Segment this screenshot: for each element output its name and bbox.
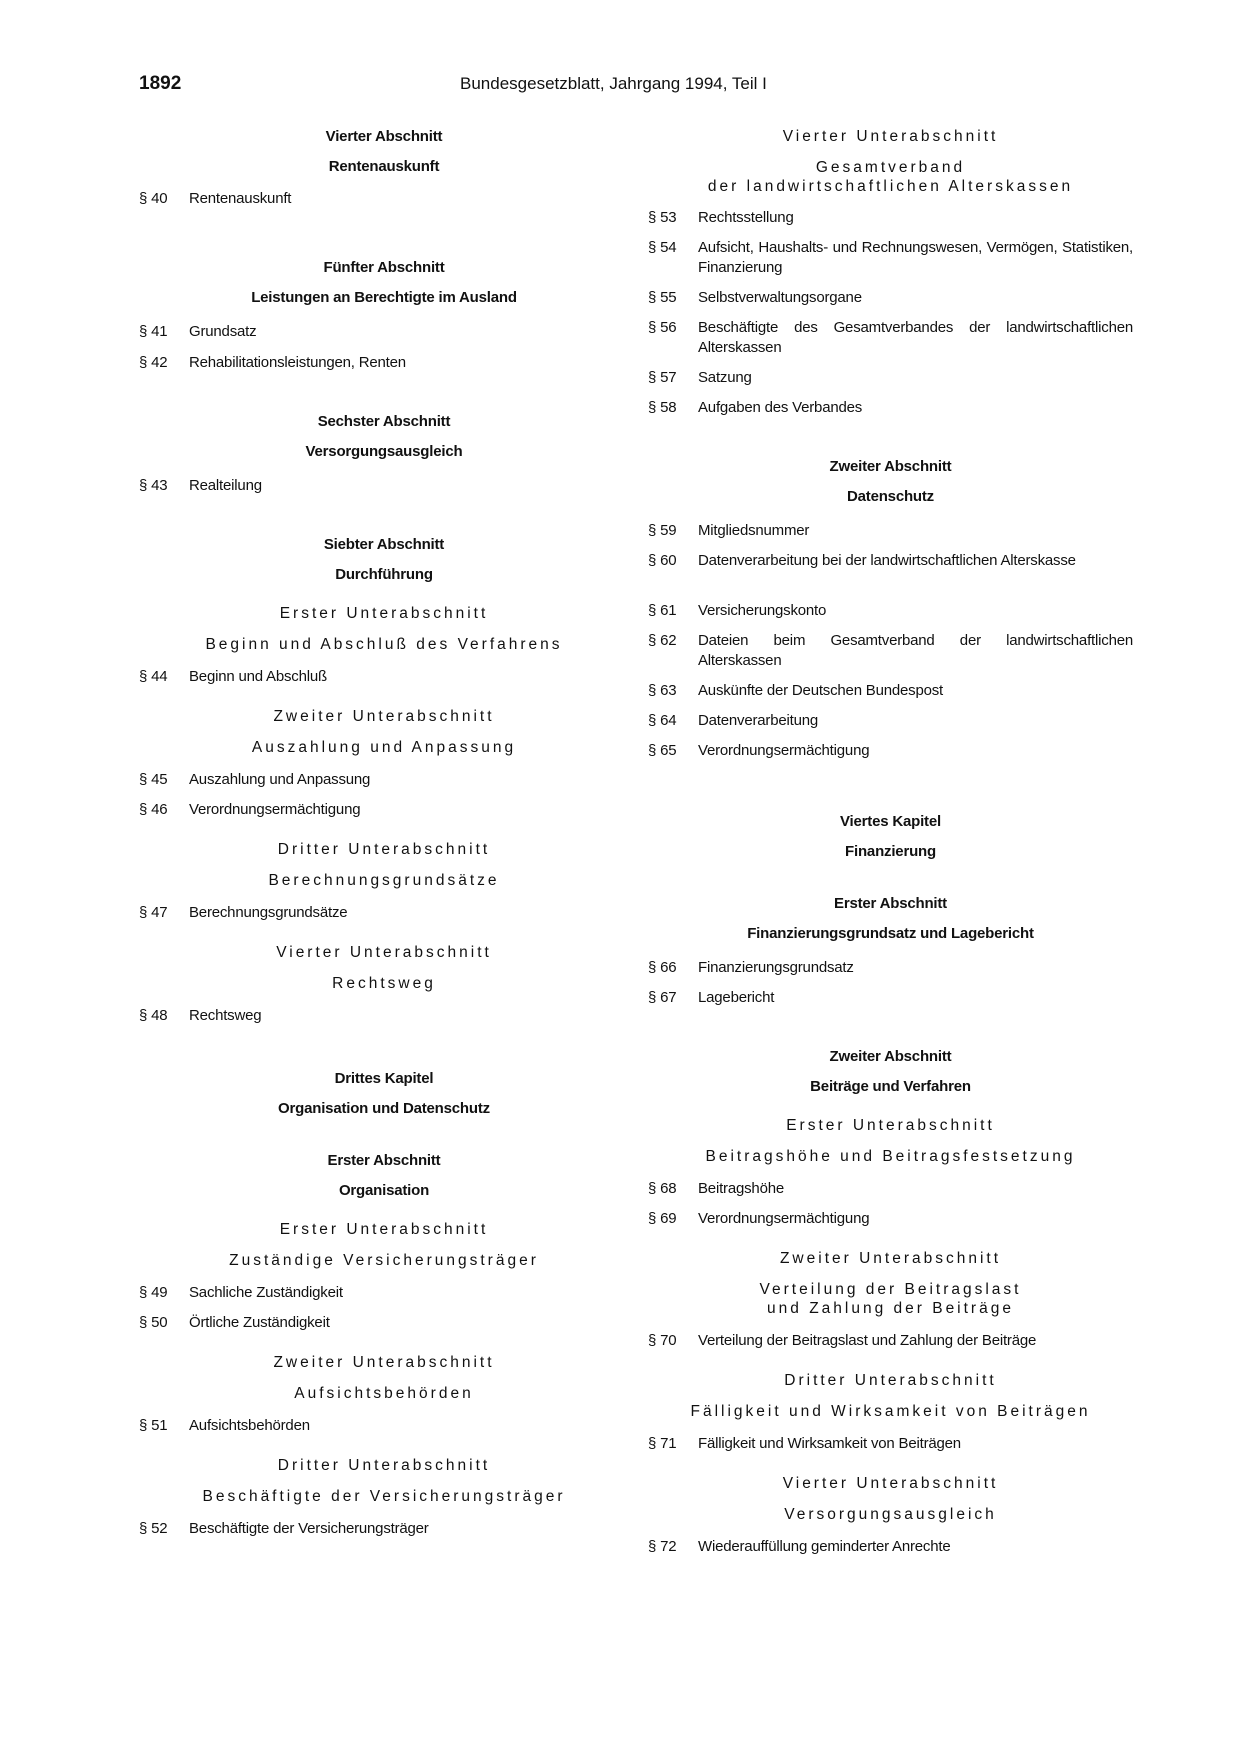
subsection-heading: Zweiter Unterabschnitt (273, 1354, 495, 1371)
toc-entry (648, 1434, 1133, 1454)
toc-entry (648, 318, 1133, 358)
section-heading: Versorgungsausgleich (305, 443, 463, 460)
section-number: § 58 (648, 399, 677, 416)
section-title: Aufgaben des Verbandes (698, 399, 863, 416)
section-heading: Erster Abschnitt (327, 1152, 441, 1169)
section-heading: Organisation (338, 1182, 430, 1199)
section-title: Beschäftigte des Gesamtverbandes der landwirtschaftlichen Alterskassen (698, 319, 1133, 356)
page-number: 1892 (139, 73, 182, 94)
section-title: Finanzierungsgrundsatz (698, 959, 854, 976)
toc-entry (139, 1416, 629, 1436)
section-title: Örtliche Zuständigkeit (189, 1314, 330, 1331)
running-head: Bundesgesetzblatt, Jahrgang 1994, Teil I (460, 74, 767, 93)
toc-entry (648, 1179, 1133, 1199)
section-heading: Zweiter Abschnitt (829, 458, 952, 475)
section-title: Datenverarbeitung bei der landwirtschaftlichen Alterskasse (698, 552, 1076, 569)
section-title: Beitragshöhe (698, 1180, 784, 1197)
section-title: Rechtsstellung (698, 209, 794, 226)
toc-entry (139, 476, 629, 496)
subsection-heading: und Zahlung der Beiträge (767, 1300, 1014, 1317)
section-number: § 64 (648, 712, 677, 729)
section-number: § 72 (648, 1538, 677, 1555)
section-number: § 46 (139, 801, 168, 818)
toc-entry (648, 521, 1133, 541)
section-heading: Zweiter Abschnitt (829, 1048, 952, 1065)
section-title: Verordnungsermächtigung (189, 801, 361, 818)
section-number: § 71 (648, 1435, 677, 1452)
section-title: Verordnungsermächtigung (698, 1210, 870, 1227)
section-heading: Durchführung (335, 566, 433, 583)
toc-entry (139, 189, 629, 209)
section-title: Verteilung der Beitragslast und Zahlung der Beiträge (698, 1332, 1037, 1349)
section-number: § 52 (139, 1520, 168, 1537)
section-heading: Leistungen an Berechtigte im Ausland (251, 289, 517, 306)
section-title: Datenverarbeitung (698, 712, 819, 729)
section-number: § 66 (648, 959, 677, 976)
section-number: § 47 (139, 904, 168, 921)
section-number: § 56 (648, 319, 677, 336)
toc-entry (648, 631, 1133, 671)
section-heading: Viertes Kapitel (840, 813, 941, 830)
section-number: § 63 (648, 682, 677, 699)
subsection-heading: Berechnungsgrundsätze (268, 872, 500, 889)
section-title: Verordnungsermächtigung (698, 742, 870, 759)
subsection-heading: Vierter Unterabschnitt (276, 944, 492, 961)
toc-entry (648, 681, 1133, 701)
toc-entry (648, 988, 1133, 1008)
subsection-heading: der landwirtschaftlichen Alterskassen (707, 178, 1074, 195)
section-title: Auskünfte der Deutschen Bundespost (698, 682, 944, 699)
section-heading: Rentenauskunft (328, 158, 440, 175)
subsection-heading: Auszahlung und Anpassung (251, 739, 517, 756)
section-number: § 53 (648, 209, 677, 226)
subsection-heading: Fälligkeit und Wirksamkeit von Beiträgen (690, 1403, 1091, 1420)
section-title: Aufsicht, Haushalts- und Rechnungswesen, Vermögen, Statistiken, Finanzierung (698, 239, 1133, 276)
toc-entry (648, 741, 1133, 761)
section-number: § 48 (139, 1007, 168, 1024)
subsection-heading: Erster Unterabschnitt (279, 1221, 489, 1238)
section-number: § 62 (648, 632, 677, 649)
toc-entry (139, 770, 629, 790)
section-number: § 42 (139, 354, 168, 371)
toc-entry (139, 353, 629, 373)
subsection-heading: Dritter Unterabschnitt (277, 1457, 491, 1474)
section-title: Rechtsweg (189, 1007, 262, 1024)
section-title: Realteilung (189, 477, 262, 494)
toc-entry (139, 1283, 629, 1303)
section-number: § 50 (139, 1314, 168, 1331)
subsection-heading: Rechtsweg (332, 975, 436, 992)
section-heading: Organisation und Datenschutz (278, 1100, 490, 1117)
toc-entry (139, 667, 629, 687)
section-title: Grundsatz (189, 323, 257, 340)
section-number: § 55 (648, 289, 677, 306)
section-title: Rentenauskunft (189, 190, 292, 207)
subsection-heading: Vierter Unterabschnitt (782, 1475, 999, 1492)
section-heading: Finanzierungsgrundsatz und Lagebericht (747, 925, 1034, 942)
toc-entry (648, 1209, 1133, 1229)
toc-entry (648, 368, 1133, 388)
subsection-heading: Erster Unterabschnitt (279, 605, 489, 622)
subsection-heading: Zuständige Versicherungsträger (229, 1252, 539, 1269)
subsection-heading: Zweiter Unterabschnitt (779, 1250, 1002, 1267)
section-title: Selbstverwaltungsorgane (698, 289, 862, 306)
subsection-heading: Erster Unterabschnitt (786, 1117, 995, 1134)
toc-entry (139, 322, 629, 342)
subsection-heading: Dritter Unterabschnitt (784, 1372, 997, 1389)
section-heading: Vierter Abschnitt (325, 128, 443, 145)
subsection-heading: Versorgungsausgleich (784, 1506, 997, 1523)
toc-entry (139, 1519, 629, 1539)
subsection-heading: Beginn und Abschluß des Verfahrens (205, 636, 563, 653)
section-heading: Fünfter Abschnitt (323, 259, 445, 276)
toc-entry (648, 1537, 1133, 1557)
subsection-heading: Gesamtverband (815, 159, 966, 176)
section-number: § 59 (648, 522, 677, 539)
subsection-heading: Beschäftigte der Versicherungsträger (202, 1488, 566, 1505)
section-heading: Beiträge und Verfahren (810, 1078, 971, 1095)
subsection-heading: Dritter Unterabschnitt (277, 841, 491, 858)
toc-entry (648, 398, 1133, 418)
subsection-heading: Beitragshöhe und Beitragsfestsetzung (705, 1148, 1076, 1165)
section-number: § 41 (139, 323, 168, 340)
section-number: § 57 (648, 369, 677, 386)
subsection-heading: Zweiter Unterabschnitt (273, 708, 495, 725)
section-number: § 70 (648, 1332, 677, 1349)
section-number: § 44 (139, 668, 168, 685)
toc-entry (648, 238, 1133, 278)
section-number: § 69 (648, 1210, 677, 1227)
section-number: § 54 (648, 239, 677, 256)
toc-entry (648, 711, 1133, 731)
section-title: Rehabilitationsleistungen, Renten (189, 354, 406, 371)
section-heading: Finanzierung (845, 843, 936, 860)
section-title: Lagebericht (698, 989, 775, 1006)
section-heading: Erster Abschnitt (834, 895, 947, 912)
section-number: § 49 (139, 1284, 168, 1301)
section-title: Satzung (698, 369, 752, 386)
section-title: Sachliche Zuständigkeit (189, 1284, 343, 1301)
section-number: § 45 (139, 771, 168, 788)
section-number: § 40 (139, 190, 168, 207)
toc-entry (648, 288, 1133, 308)
toc-entry (648, 208, 1133, 228)
toc-entry (139, 1006, 629, 1026)
section-title: Beschäftigte der Versicherungsträger (189, 1520, 429, 1537)
section-number: § 67 (648, 989, 677, 1006)
section-heading: Siebter Abschnitt (323, 536, 445, 553)
section-heading: Datenschutz (847, 488, 934, 505)
toc-entry (648, 551, 1133, 571)
toc-entry (648, 958, 1133, 978)
section-title: Beginn und Abschluß (189, 668, 327, 685)
section-title: Wiederauffüllung geminderter Anrechte (698, 1538, 951, 1555)
section-number: § 61 (648, 602, 677, 619)
section-title: Fälligkeit und Wirksamkeit von Beiträgen (698, 1435, 961, 1452)
section-title: Aufsichtsbehörden (189, 1417, 310, 1434)
section-title: Mitgliedsnummer (698, 522, 810, 539)
section-title: Dateien beim Gesamtverband der landwirtschaftlichen Alterskassen (698, 632, 1133, 669)
subsection-heading: Aufsichtsbehörden (294, 1385, 474, 1402)
toc-entry (648, 601, 1133, 621)
toc-entry (139, 800, 629, 820)
section-number: § 43 (139, 477, 168, 494)
subsection-heading: Verteilung der Beitragslast (759, 1281, 1022, 1298)
section-heading: Sechster Abschnitt (317, 413, 451, 430)
subsection-heading: Vierter Unterabschnitt (782, 128, 999, 145)
section-title: Berechnungsgrundsätze (189, 904, 348, 921)
toc-entry (648, 1331, 1133, 1351)
section-heading: Drittes Kapitel (334, 1070, 434, 1087)
section-number: § 65 (648, 742, 677, 759)
section-number: § 68 (648, 1180, 677, 1197)
section-title: Versicherungskonto (698, 602, 827, 619)
section-number: § 60 (648, 552, 677, 569)
toc-entry (139, 903, 629, 923)
section-number: § 51 (139, 1417, 168, 1434)
toc-entry (139, 1313, 629, 1333)
section-title: Auszahlung und Anpassung (189, 771, 371, 788)
